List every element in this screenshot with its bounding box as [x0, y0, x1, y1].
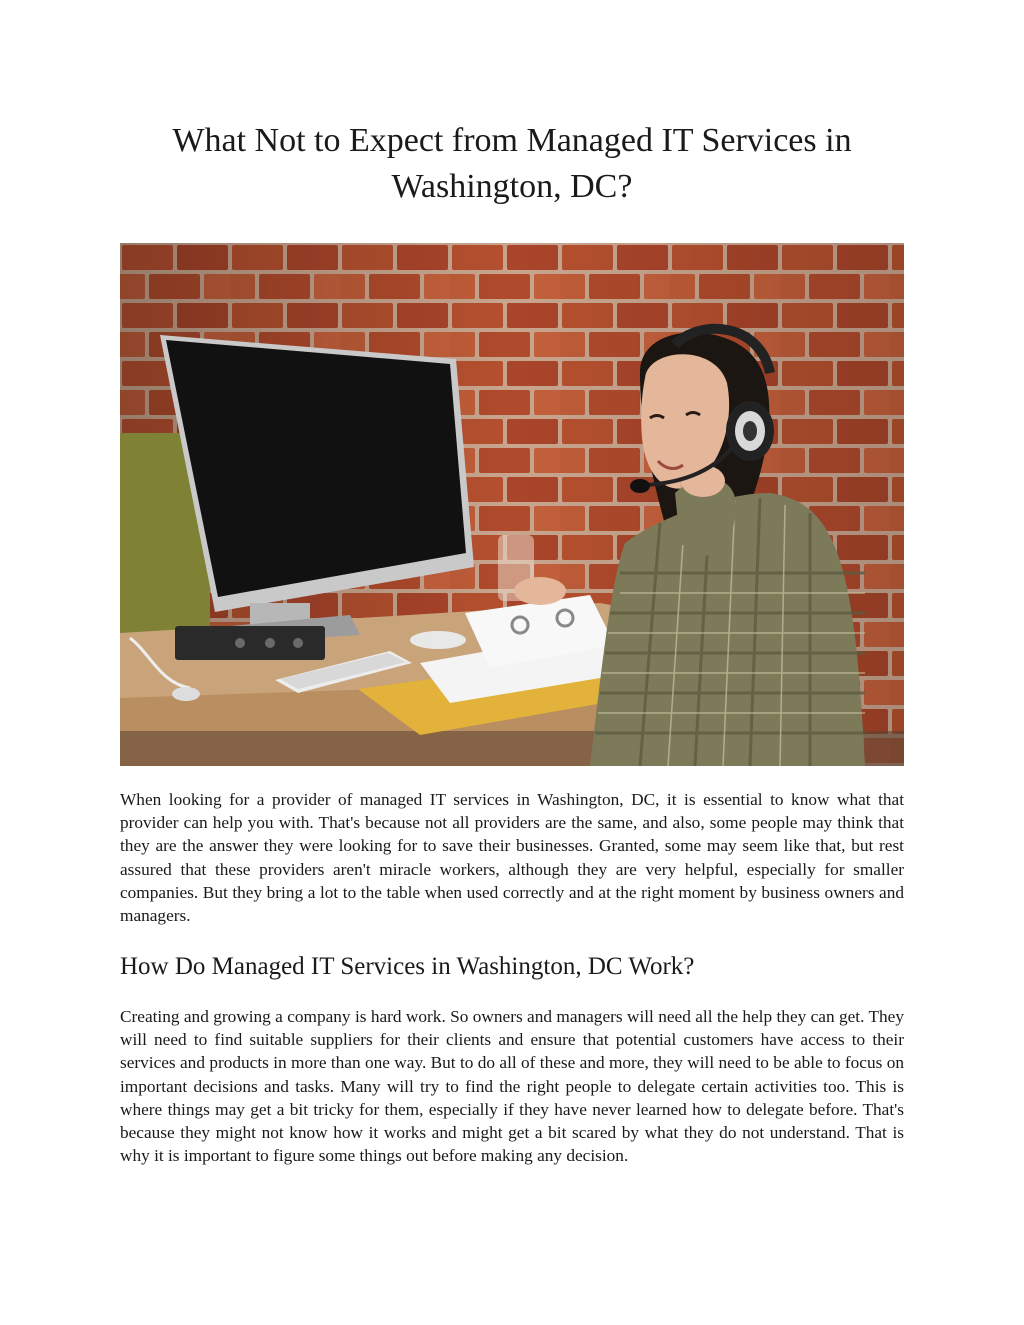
intro-paragraph: When looking for a provider of managed IT services in Washington, DC, it is essential to know what that provider can help you with. That's because not all providers are the same, and also, some people may think that they are the answer they were looking for to save their businesses. Granted, some may seem like that, but rest assured that these providers aren't miracle workers, although they are very helpful, especially for smaller companies. But they bring a lot to the table when used correctly and at the right moment by business owners and managers. — [120, 790, 904, 926]
hero-image — [120, 243, 904, 766]
photo-support-agent-icon — [120, 243, 904, 766]
document-title: What Not to Expect from Managed IT Services in Washington, DC? — [172, 122, 852, 205]
section-paragraph: Creating and growing a company is hard work. So owners and managers will need all the help they can get. They will need to find suitable suppliers for their clients and ensure that potential customers have access to their services and products in more than one way. But to do all of these and more, they will need to be able to focus on important decisions and tasks. Many will try to find the right people to delegate certain activities too. This is where things may get a bit tricky for them, especially if they have never learned how to delegate before. That's because they might not know how it works and might get a bit scared by what they do not understand. That is why it is important to figure some things out before making any decision. — [120, 1007, 904, 1166]
section-heading: How Do Managed IT Services in Washington, DC Work? — [120, 953, 695, 980]
